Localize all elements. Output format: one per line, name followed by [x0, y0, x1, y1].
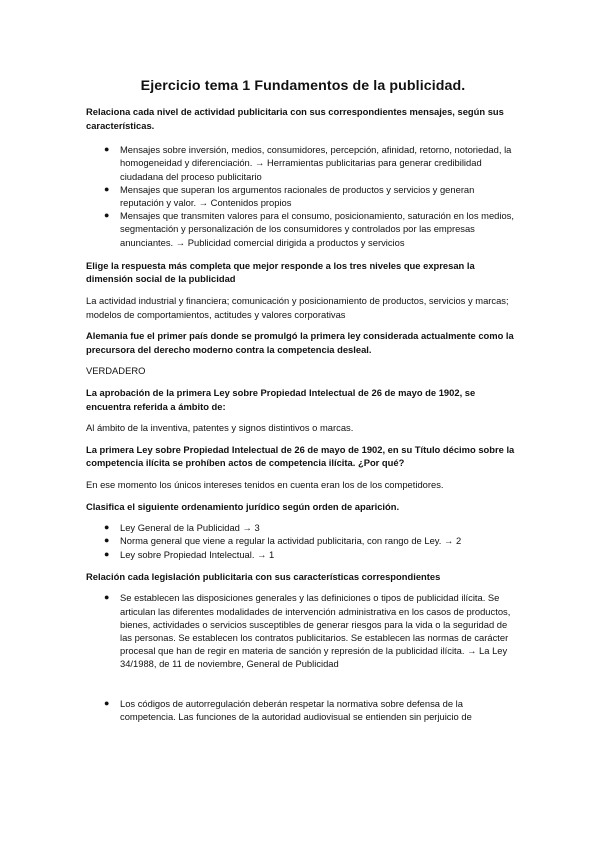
list-item: ● Se establecen las disposiciones generales y las definiciones o tipos de publicidad ilícita. Se articulan las diferentes modalidades de intervención administrativa en los casos de productos, bienes, actividades o servicios susceptibles de generar riesgos para la vida o la seguridad de las personas. Se establecen los contratos publicitarios. Se establecen las normas de carácter procesal que han de regir en materia de sanción y represión de la publicidad ilícita. → La Ley 34/1988, de 11 de noviembre, General de Publicidad: [104, 592, 511, 670]
list-item: ● Ley General de la Publicidad → 3: [104, 522, 260, 534]
bullet-icon: ●: [104, 548, 110, 559]
question-5: La primera Ley sobre Propiedad Intelectual de 26 de mayo de 1902, en su Título décimo sobre la competencia ilícita se prohíben actos de competencia ilícita. ¿Por qué?: [86, 443, 515, 469]
bullet-icon: ●: [104, 183, 110, 194]
answer-list-7: [86, 591, 520, 723]
question-6: Clasifica el siguiente ordenamiento jurídico según orden de aparición.: [86, 500, 400, 512]
bullet-icon: ●: [104, 144, 110, 155]
question-7: Relación cada legislación publicitaria con sus características correspondientes: [86, 570, 441, 582]
question-2: Elige la respuesta más completa que mejor responde a los tres niveles que expresan la dimensión social de la publicidad: [86, 259, 475, 285]
list-item: ● Ley sobre Propiedad Intelectual. → 1: [104, 548, 275, 560]
bullet-icon: ●: [104, 535, 110, 546]
question-4: La aprobación de la primera Ley sobre Propiedad Intelectual de 26 de mayo de 1902, se encuentra referida a ámbito de:: [86, 386, 476, 412]
page-title: Ejercicio tema 1 Fundamentos de la publicidad.: [140, 78, 466, 94]
question-3: Alemania fue el primer país donde se promulgó la primera ley considerada actualmente como la precursora del derecho moderno contra la competencia desleal.: [86, 330, 514, 355]
answer-4: Al ámbito de la inventiva, patentes y signos distintivos o marcas.: [86, 422, 354, 434]
bullet-icon: ●: [104, 210, 110, 221]
answer-5: En ese momento los únicos intereses tenidos en cuenta eran los de los competidores.: [86, 478, 444, 490]
answer-3: VERDADERO: [86, 365, 146, 377]
list-item: ● Mensajes sobre inversión, medios, consumidores, percepción, afinidad, retorno, notoriedad, la homogeneidad y diferenciación. → Herramientas publicitarias para generar credibilidad ciudadana del proceso publicitario: [104, 144, 512, 182]
list-item: ● Mensajes que transmiten valores para el consumo, posicionamiento, saturación en los medios, segmentación y personalización de los consumidores y controlados por las empresas anunciantes. → Publicidad comercial dirigida a productos y servicios: [104, 210, 514, 248]
list-item: ● Los códigos de autorregulación deberán respetar la normativa sobre defensa de la competencia. Las funciones de la autoridad audiovisual se entienden sin perjuicio de: [104, 697, 472, 722]
list-item: ● Norma general que viene a regular la actividad publicitaria, con rango de Ley. → 2: [104, 535, 462, 547]
list-item: ● Mensajes que superan los argumentos racionales de productos y servicios y generan reputación y valor. → Contenidos propios: [104, 183, 475, 208]
answer-list-6: [86, 521, 520, 561]
bullet-icon: ●: [104, 522, 110, 533]
bullet-icon: ●: [104, 592, 110, 603]
answer-list-1: [86, 143, 520, 249]
answer-2: La actividad industrial y financiera; comunicación y posicionamiento de productos, servicios y marcas; modelos de comportamientos, actitudes y valores corporativas: [86, 295, 509, 320]
bullet-icon: ●: [104, 697, 110, 708]
question-1: Relaciona cada nivel de actividad publicitaria con sus correspondientes mensajes, según sus características.: [86, 106, 504, 131]
